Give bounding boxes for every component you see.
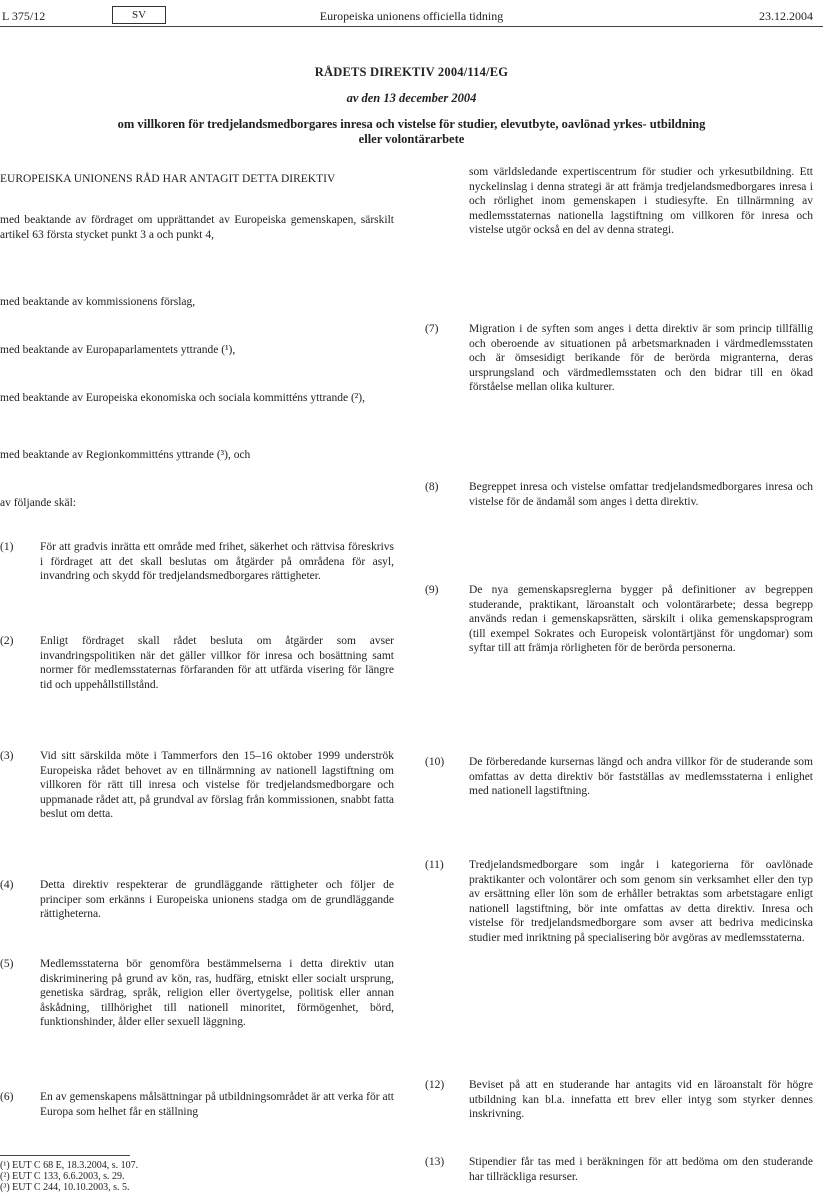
footnote: (¹) EUT C 68 E, 18.3.2004, s. 107.	[0, 1160, 139, 1171]
visa-4: med beaktande av Europeiska ekonomiska och sociala kommitténs yttrande (²),	[0, 392, 365, 404]
recital-number: (5)	[0, 958, 14, 970]
visa-5: med beaktande av Regionkommitténs yttrande (³), och	[0, 449, 251, 461]
recital-text: En av gemenskapens målsättningar på utbildningsområdet är att verka för att Europa som helhet får en ställning	[40, 1091, 394, 1118]
directive-date: av den 13 december 2004	[346, 91, 477, 105]
recital-text: För att gradvis inrätta ett område med frihet, säkerhet och rättvisa föreskrivs i fördraget att det skall beslutas om åtgärder på områdena för asyl, invandring och skydd för tredjelandsmedborgares rättigheter.	[40, 541, 394, 582]
recital-text: Enligt fördraget skall rådet besluta om åtgärder som avser invandringspolitiken när det gäller villkor för inresa och bosättning samt normer för medlemsstaternas förfaranden för att utfärda visering för längre tid och uppehållstillstånd.	[40, 635, 394, 691]
recital-number: (4)	[0, 879, 14, 891]
directive-subject: om villkoren för tredjelandsmedborgares inresa och vistelse för studier, elevutbyte, oavlönad yrkes- utbildning eller volontärarbete	[117, 117, 706, 146]
visa-1: med beaktande av fördraget om upprättandet av Europeiska gemenskapen, särskilt artikel 63 första stycket punkt 3 a och punkt 4,	[0, 214, 394, 241]
recital-text: Stipendier får tas med i beräkningen för att bedöma om den studerande har tillräckliga resurser.	[469, 1156, 813, 1183]
recital-text: Migration i de syften som anges i detta direktiv är som princip tillfällig och oberoende av situationen på arbetsmarknaden i värdmedlemsstaten och är ömsesidigt berikande för de berörda migranterna, deras ursprungsland och värdmedlemsstaten och den bidrar till en ökad förståelse mellan olika kulturer.	[469, 323, 813, 393]
recital-number: (13)	[425, 1156, 445, 1168]
recital-number: (2)	[0, 635, 14, 647]
visa-3: med beaktande av Europaparlamentets yttrande (¹),	[0, 344, 236, 356]
recital-text: Beviset på att en studerande har antagits vid en läroanstalt för högre utbildning kan bl.a. innefatta ett brev eller intyg som styrker dennes inskrivning.	[469, 1079, 813, 1120]
journal-title: Europeiska unionens officiella tidning	[319, 9, 504, 23]
directive-title: RÅDETS DIREKTIV 2004/114/EG	[314, 65, 509, 79]
recital-text: Vid sitt särskilda möte i Tammerfors den 15–16 oktober 1999 underströk Europeiska rådet behovet av en tillnärmning av nationell lagstiftning om villkoren för rätt till inresa och vistelse för tredjelandsmedborgare och uppmanade rådet att, på grundval av förslag från kommissionen, snabbt fatta beslut om detta.	[40, 750, 394, 820]
footnote-divider	[0, 1155, 130, 1156]
recital-number: (9)	[425, 584, 439, 596]
footnote: (²) EUT C 133, 6.6.2003, s. 29.	[0, 1171, 125, 1182]
recital-text: De förberedande kursernas längd och andra villkor för de studerande som omfattas av detta direktiv bör fastställas av medlemsstaterna i enlighet med nationell lagstiftning.	[469, 756, 813, 797]
recital-number: (10)	[425, 756, 445, 768]
language-box: SV	[112, 6, 166, 24]
page-number: L 375/12	[2, 9, 46, 23]
recital-number: (1)	[0, 541, 14, 553]
recital-text: Begreppet inresa och vistelse omfattar tredjelandsmedborgares inresa och vistelse för de ändamål som anges i detta direktiv.	[469, 481, 813, 508]
recital-text: Tredjelandsmedborgare som ingår i kategorierna för oavlönade praktikanter och volontärer och som genom sin verksamhet eller den typ av ersättning eller lön som de erhåller betraktas som arbetstagare enligt nationell lagstiftning, bör inte omfattas av detta direktiv. Inresa och vistelse för tredjelandsmedborgare som avser att bedriva medicinska studier med inriktning på specialisering bör avgöras av medlemsstaterna.	[469, 859, 813, 944]
recital-text: De nya gemenskapsreglerna bygger på definitioner av begreppen studerande, praktikant, läroanstalt och volontärarbete; dessa begrepp används redan i gemenskapsrätten, särskilt i olika gemenskapsprogram (till exempel Sokrates och Europeisk volontärtjänst för ungdomar) som syftar till att främja rörligheten för de berörda personerna.	[469, 584, 813, 654]
recital-number: (6)	[0, 1091, 14, 1103]
footnote: (³) EUT C 244, 10.10.2003, s. 5.	[0, 1182, 130, 1193]
publication-date: 23.12.2004	[759, 9, 813, 23]
visa-2: med beaktande av kommissionens förslag,	[0, 296, 196, 308]
recital-text: Detta direktiv respekterar de grundläggande rättigheter och följer de principer som erkänns i Europeiska unionens stadga om de grundläggande rättigheterna.	[40, 879, 394, 920]
left-column	[0, 0, 394, 1190]
recital-number: (8)	[425, 481, 439, 493]
recital-number: (12)	[425, 1079, 445, 1091]
visa-6: av följande skäl:	[0, 497, 77, 509]
recital-number: (11)	[425, 859, 444, 871]
recital-continuation: som världsledande expertiscentrum för studier och yrkesutbildning. Ett nyckelinslag i denna strategi är att främja tredjelandsmedborgares inresa i och rörlighet inom gemenskapen i studiesyfte. En tillnärmning av medlemsstaternas nationella lagstiftning om villkoren för inresa och vistelse utgör också en del av denna strategi.	[469, 166, 813, 236]
right-column	[425, 0, 813, 1190]
enacting-intro: EUROPEISKA UNIONENS RÅD HAR ANTAGIT DETTA DIREKTIV	[0, 173, 336, 185]
recital-number: (3)	[0, 750, 14, 762]
recital-number: (7)	[425, 323, 439, 335]
recital-text: Medlemsstaterna bör genomföra bestämmelserna i detta direktiv utan diskriminering på grund av kön, ras, hudfärg, etniskt eller socialt ursprung, genetiska särdrag, språk, religion eller övertygelse, politisk eller annan åskådning, tillhörighet till nationell minoritet, förmögenhet, börd, funktionshinder, ålder eller sexuell läggning.	[40, 958, 394, 1028]
